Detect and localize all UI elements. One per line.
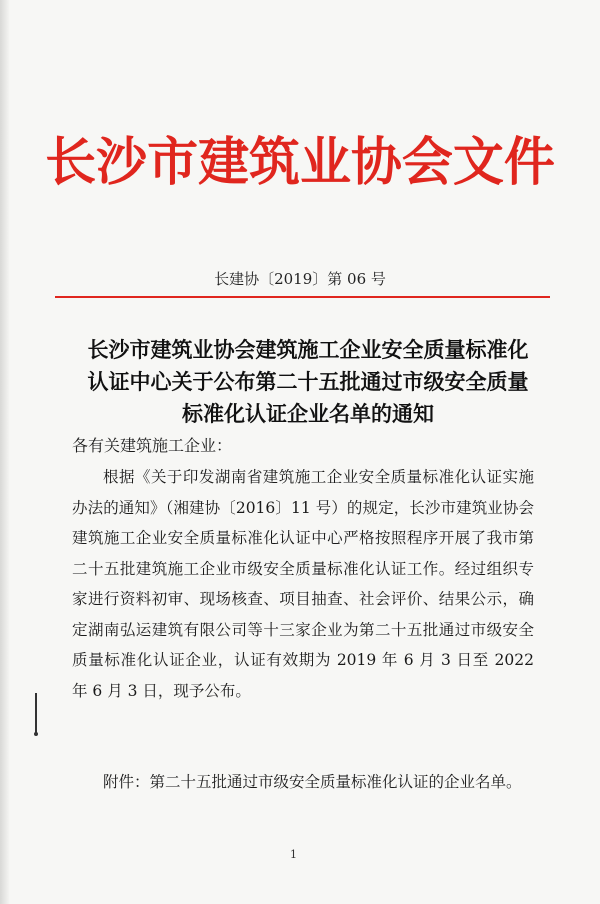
attachment-note: 附件：第二十五批通过市级安全质量标准化认证的企业名单。 [103,773,522,791]
binding-mark [35,693,37,733]
document-title: 长沙市建筑业协会建筑施工企业安全质量标准化认证中心关于公布第二十五批通过市级安全质量标准化认证企业名单的通知 [87,337,529,426]
salutation: 各有关建筑施工企业： [72,436,233,455]
document-masthead: 长沙市建筑业协会文件 [45,132,555,193]
document-number: 长建协〔2019〕第 06 号 [214,270,386,288]
body-paragraph: 根据《关于印发湖南省建筑施工企业安全质量标准化认证实施办法的通知》（湘建协〔2016〕11 号）的规定，长沙市建筑业协会建筑施工企业安全质量标准化认证中心严格按照程序开展了我市第二十五批建筑施工企业市级安全质量标准化认证工作。经过组织专家进行资料初审、现场核查、项目抽查、社会评价、结果公示，确定湖南弘运建筑有限公司等十三家企业为第二十五批通过市级安全质量标准化认证企业，认证有效期为 2019 年 6 月 3 日至 2022 年 6 月 3 日，现予公布。 [72,468,534,700]
page-number: 1 [290,848,297,861]
red-divider-line [55,296,550,298]
